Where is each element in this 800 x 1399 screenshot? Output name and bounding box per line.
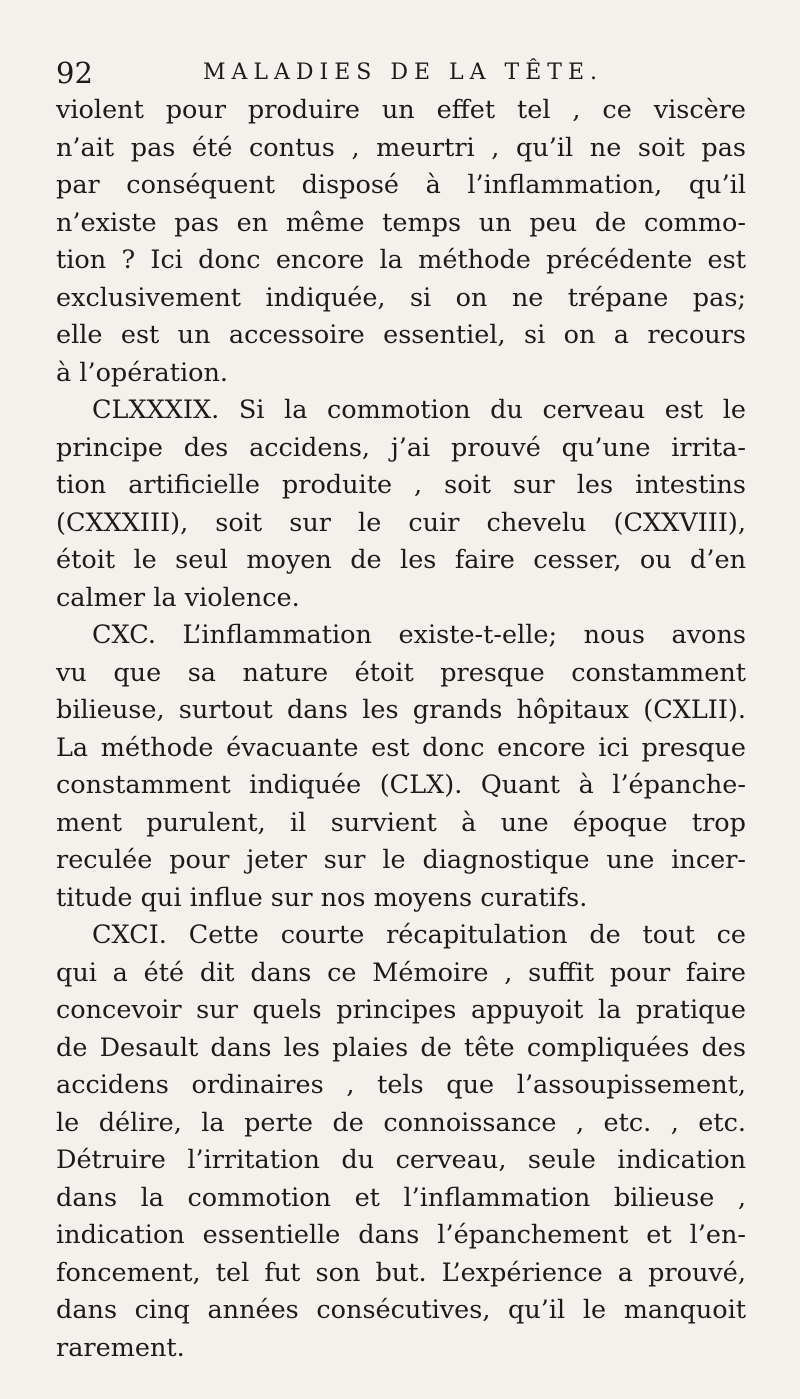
text-line: tion ? Ici donc encore la méthode précédente est xyxy=(56,245,746,275)
text-line: rarement. xyxy=(56,1332,185,1363)
text-line: à l’opération. xyxy=(56,357,229,388)
text-line: accidens ordinaires , tels que l’assoupissement, xyxy=(56,1070,746,1100)
section-start-line: CLXXXIX. Si la commotion du cerveau est le xyxy=(92,395,746,425)
text-line: dans cinq années consécutives, qu’il le manquoit xyxy=(56,1295,746,1325)
text-line: indication essentielle dans l’épanchement et l’en- xyxy=(56,1220,746,1250)
running-head xyxy=(56,56,746,90)
text-line: n’existe pas en même temps un peu de commo- xyxy=(56,207,746,238)
page-number: 92 xyxy=(56,56,93,90)
text-line: ment purulent, il survient à une époque trop xyxy=(56,807,746,838)
section-start-line: CXCI. Cette courte récapitulation de tout ce xyxy=(92,920,746,950)
text-line: concevoir sur quels principes appuyoit la pratique xyxy=(56,995,746,1025)
text-line: tion artificielle produite , soit sur les intestins xyxy=(56,470,746,500)
text-line: calmer la violence. xyxy=(56,582,300,613)
text-line: de Desault dans les plaies de tête compliquées des xyxy=(56,1032,746,1063)
text-line: le délire, la perte de connoissance , etc. , etc. xyxy=(56,1107,746,1138)
text-line: principe des accidens, j’ai prouvé qu’une irrita- xyxy=(56,432,746,463)
text-line: reculée pour jeter sur le diagnostique une incer- xyxy=(56,845,746,875)
text-line: constamment indiquée (CLX). Quant à l’épanche- xyxy=(56,770,746,800)
body-text xyxy=(56,92,746,1367)
text-line: étoit le seul moyen de les faire cesser, ou d’en xyxy=(56,545,746,575)
text-line: titude qui influe sur nos moyens curatifs. xyxy=(56,882,588,913)
text-line: vu que sa nature étoit presque constamment xyxy=(56,657,746,688)
text-line: La méthode évacuante est donc encore ici presque xyxy=(56,732,746,763)
text-line: violent pour produire un effet tel , ce viscère xyxy=(56,95,746,125)
text-line: Détruire l’irritation du cerveau, seule indication xyxy=(56,1145,746,1175)
text-line: (CXXXIII), soit sur le cuir chevelu (CXXVIII), xyxy=(56,507,746,538)
section-start-line: CXC. L’inflammation existe-t-elle; nous avons xyxy=(92,620,746,650)
text-line: par conséquent disposé à l’inflammation, qu’il xyxy=(56,170,746,200)
text-line: qui a été dit dans ce Mémoire , suffit pour faire xyxy=(56,957,746,988)
text-line: elle est un accessoire essentiel, si on a recours xyxy=(56,320,746,350)
text-line: dans la commotion et l’inflammation bilieuse , xyxy=(56,1182,746,1213)
text-line: bilieuse, surtout dans les grands hôpitaux (CXLII). xyxy=(56,695,746,725)
running-title: MALADIES DE LA TÊTE. xyxy=(203,60,604,85)
text-line: foncement, tel fut son but. L’expérience a prouvé, xyxy=(56,1257,746,1288)
text-line: n’ait pas été contus , meurtri , qu’il ne soit pas xyxy=(56,132,746,163)
text-line: exclusivement indiquée, si on ne trépane pas; xyxy=(56,282,746,313)
